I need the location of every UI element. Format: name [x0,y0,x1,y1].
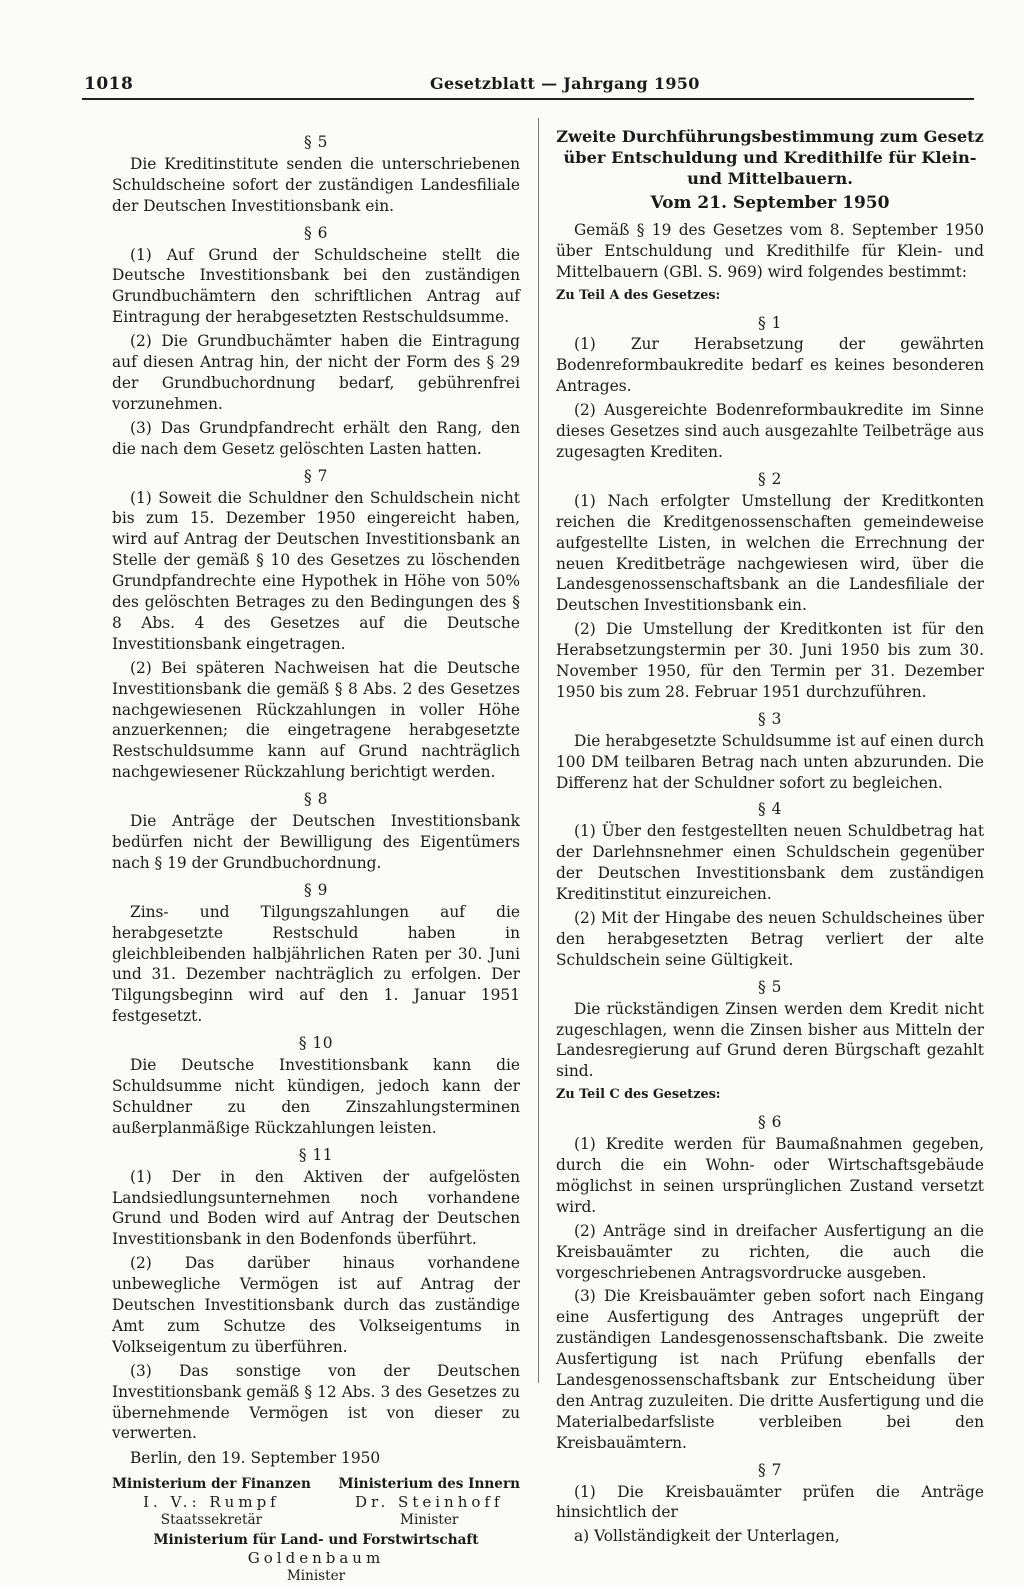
signatory-role: Staatssekretär [160,1512,263,1529]
signature-finance [112,1475,311,1529]
signatory-role: Minister [286,1568,346,1585]
section-heading: § 11 [298,1145,334,1164]
paragraph: (1) Kredite werden für Baumaßnahmen gegeben, durch die ein Wohn- oder Wirtschaftsgebäude möglichst in seinen ursprünglichen Zustand versetzt wird. [556,1135,984,1216]
paragraph: (2) Die Grundbuchämter haben die Eintragung auf diesen Antrag hin, der nicht der Form des § 29 der Grundbuchordnung bedarf, gebührenfrei vorzunehmen. [112,332,520,413]
section-heading: § 10 [298,1034,334,1053]
paragraph: Die herabgesetzte Schuldsumme ist auf einen durch 100 DM teilbaren Betrag nach unten abzurunden. Die Differenz hat der Schuldner sofort zu begleichen. [556,731,984,792]
section-heading: § 3 [758,709,782,728]
paragraph: Zins- und Tilgungszahlungen auf die herabgesetzte Restschuld haben in gleichbleibenden halbjährlichen Raten per 30. Juni und 31. Dezember nachträglich zu erfolgen. Der Tilgungsbeginn wird auf den 1. Januar 1951 festgesetzt. [112,902,520,1026]
place-date: Berlin, den 19. September 1950 [130,1449,381,1468]
section-heading: § 2 [758,469,782,488]
paragraph: (2) Mit der Hingabe des neuen Schuldscheines über den herabgesetzten Betrag verliert der alte Schuldschein seine Gültigkeit. [556,909,984,969]
list-item: a) Vollständigkeit der Unterlagen, [574,1527,840,1546]
signatory-name: Goldenbaum [247,1549,385,1568]
section-heading: § 7 [758,1460,782,1479]
section-heading: § 1 [758,313,782,332]
paragraph: (1) Auf Grund der Schuldscheine stellt die Deutsche Investitionsbank bei den zuständigen Grundbuchämtern den schriftlichen Antrag auf Eintragung der herabgesetzten Restschuldsumme. [112,245,520,327]
section-heading: § 9 [304,880,328,899]
ministry-name: Ministerium der Finanzen [112,1476,311,1493]
paragraph: Die Anträge der Deutschen Investitionsbank bedürfen nicht der Bewilligung des Eigentümers nach § 19 der Grundbuchordnung. [112,812,520,872]
page-number: 1018 [84,74,134,94]
signature-block [112,1475,520,1529]
left-column [112,126,520,1585]
regulation-title: Zweite Durchführungsbestimmung zum Gesetz über Entschuldung und Kredithilfe für Klein- und Mittelbauern. [556,127,984,188]
section-heading: § 6 [304,223,328,242]
section-heading: § 5 [758,977,782,996]
paragraph: (1) Über den festgestellten neuen Schuldbetrag hat der Darlehnsnehmer einen Schuldschein gegenüber der Deutschen Investitionsbank dem zuständigen Kreditinstitut einzureichen. [556,822,984,904]
part-heading: Zu Teil C des Gesetzes: [556,1087,721,1103]
paragraph: (3) Das sonstige von der Deutschen Investitionsbank gemäß § 12 Abs. 3 des Gesetzes zu übernehmende Vermögen ist von dieser zu verwerten. [112,1361,520,1443]
paragraph: (3) Die Kreisbauämter geben sofort nach Eingang eine Ausfertigung des Antrages ungeprüft der zuständigen Landesgenossenschaftsbank. Die zweite Ausfertigung ist nach Prüfung ebenfalls der Landesgenossenschaftsbank zur Entscheidung über den Antrag zuzuleiten. Die dritte Ausfertigung und die Materialbedarfsliste verbleiben bei den Kreisbauämtern. [556,1287,984,1452]
right-column [556,126,984,1550]
paragraph: (1) Soweit die Schuldner den Schuldschein nicht bis zum 15. Dezember 1950 eingereicht haben, wird auf Antrag der Deutschen Investitionsbank an Stelle der gemäß § 10 des Gesetzes zu löschenden Grundpfandrechte eine Hypothek in Höhe von 50% des gelöschten Betrages zu den Bedingungen des § 8 Abs. 4 des Gesetzes auf die Deutsche Investitionsbank eingetragen. [112,488,520,653]
section-heading: § 4 [758,800,782,819]
regulation-date: Vom 21. September 1950 [650,193,890,213]
signature-agriculture [112,1531,520,1585]
paragraph: (2) Anträge sind in dreifacher Ausfertigung an die Kreisbauämter zu richten, die auch die vorgeschriebenen Antragsvordrucke ausgeben. [556,1221,984,1282]
paragraph: (1) Nach erfolgter Umstellung der Kreditkonten reichen die Kreditgenossenschaften gemeindeweise aufgestellte Listen, in welchen die Errechnung der neuen Kreditbeträge nachgewiesen wird, über die Landesgenossenschaftsbank an die Landesfiliale der Deutschen Investitionsbank ein. [556,491,984,615]
paragraph: (1) Die Kreisbauämter prüfen die Anträge hinsichtlich der [556,1482,984,1522]
column-divider [538,118,539,1383]
signatory-name: Dr. Steinhoff [354,1493,504,1512]
paragraph: (2) Die Umstellung der Kreditkonten ist für den Herabsetzungstermin per 30. Juni 1950 bis zum 30. November 1950, für den Termin per 31. Dezember 1950 bis zum 28. Februar 1951 durchzuführen. [556,620,984,701]
paragraph: (1) Zur Herabsetzung der gewährten Bodenreformbaukredite bedarf es keines besonderen Antrages. [556,335,984,396]
paragraph: Die Deutsche Investitionsbank kann die Schuldsumme nicht kündigen, jedoch kann der Schuldner zu den Zinszahlungsterminen außerplanmäßige Rückzahlungen leisten. [112,1056,520,1137]
paragraph: (1) Der in den Aktiven der aufgelösten Landsiedlungsunternehmen noch vorhandene Grund und Boden wird auf Antrag der Deutschen Investitionsbank in den Bodenfonds überführt. [112,1167,520,1249]
signature-interior [338,1475,520,1529]
signatory-role: Minister [400,1512,459,1529]
part-heading: Zu Teil A des Gesetzes: [556,287,721,303]
header-rule [82,98,974,100]
section-heading: § 5 [304,133,328,151]
section-heading: § 6 [758,1113,782,1132]
paragraph: Die Kreditinstitute senden die unterschriebenen Schuldscheine sofort der zuständigen Landesfiliale der Deutschen Investitionsbank ein. [112,154,520,215]
paragraph: (3) Das Grundpfandrecht erhält den Rang, den die nach dem Gesetz gelöschten Lasten hatten. [112,418,520,458]
signatory-name: I. V.: Rumpf [143,1493,280,1512]
paragraph: (2) Ausgereichte Bodenreformbaukredite im Sinne dieses Gesetzes sind auch ausgezahlte Teilbeträge aus zugesagten Krediten. [556,401,984,461]
paragraph: Die rückständigen Zinsen werden dem Kredit nicht zugeschlagen, wenn die Zinsen bisher aus Mitteln der Landesregierung auf Grund deren Bürgschaft gezahlt sind. [556,999,984,1081]
section-heading: § 7 [304,466,328,485]
ministry-name: Ministerium für Land- und Forstwirtschaft [153,1532,479,1549]
paragraph: (2) Bei späteren Nachweisen hat die Deutsche Investitionsbank die gemäß § 8 Abs. 2 des Gesetzes nachgewiesenen Rückzahlungen in voller Höhe anzuerkennen; die eingetragene herabgesetzte Restschuldsumme kann auf Grund nachträglich nachgewiesener Rückzahlung berichtigt werden. [112,658,520,782]
ministry-name: Ministerium des Innern [338,1476,520,1493]
running-header: Gesetzblatt — Jahrgang 1950 [430,74,700,93]
paragraph: (2) Das darüber hinaus vorhandene unbewegliche Vermögen ist auf Antrag der Deutschen Investitionsbank durch das zuständige Amt zum Schutze des Volkseigentums in Volkseigentum zu überführen. [112,1254,520,1356]
paragraph: Gemäß § 19 des Gesetzes vom 8. September 1950 über Entschuldung und Kredithilfe für Klein- und Mittelbauern (GBl. S. 969) wird folgendes bestimmt: [556,220,984,281]
section-heading: § 8 [304,790,328,809]
